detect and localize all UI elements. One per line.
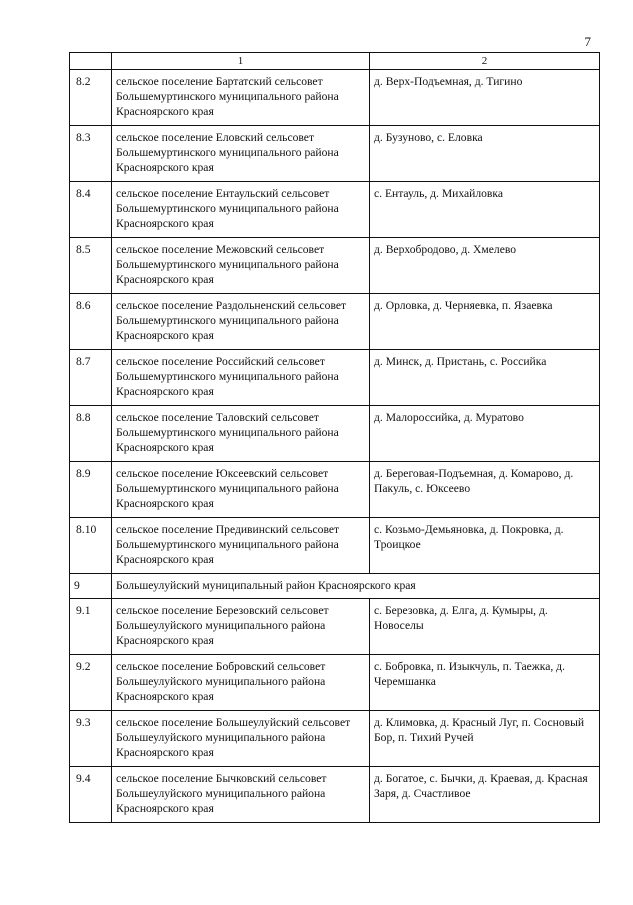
table-body xyxy=(70,53,600,823)
row-number: 9.2 xyxy=(70,655,112,711)
table-row xyxy=(70,406,600,462)
row-number: 8.10 xyxy=(70,518,112,574)
settlement-municipality-name: сельское поселение Бобровский сельсовет Большеулуйского муниципального района Красноярского края xyxy=(112,655,370,711)
district-name: Большеулуйский муниципальный район Красноярского края xyxy=(112,574,600,599)
table-row-district xyxy=(70,574,600,599)
settlements-list: с. Бобровка, п. Изыкчуль, п. Таежка, д. Черемшанка xyxy=(370,655,600,711)
settlement-municipality-name: сельское поселение Предивинский сельсовет Большемуртинского муниципального района Красноярского края xyxy=(112,518,370,574)
row-number: 8.3 xyxy=(70,126,112,182)
settlement-municipality-name: сельское поселение Большеулуйский сельсовет Большеулуйского муниципального района Красноярского края xyxy=(112,711,370,767)
header-cell-number xyxy=(70,53,112,70)
table-row xyxy=(70,126,600,182)
settlement-municipality-name: сельское поселение Бычковский сельсовет Большеулуйского муниципального района Красноярского края xyxy=(112,767,370,823)
settlements-list: с. Козьмо-Демьяновка, д. Покровка, д. Троицкое xyxy=(370,518,600,574)
table-row xyxy=(70,350,600,406)
table-row xyxy=(70,462,600,518)
settlement-municipality-name: сельское поселение Межовский сельсовет Большемуртинского муниципального района Красноярского края xyxy=(112,238,370,294)
settlements-list: д. Береговая-Подъемная, д. Комарово, д. Пакуль, с. Юксеево xyxy=(370,462,600,518)
row-number: 9 xyxy=(70,574,112,599)
row-number: 9.4 xyxy=(70,767,112,823)
settlements-list: д. Малороссийка, д. Муратово xyxy=(370,406,600,462)
table-row xyxy=(70,294,600,350)
table-header-row xyxy=(70,53,600,70)
row-number: 8.9 xyxy=(70,462,112,518)
settlement-municipality-name: сельское поселение Российский сельсовет Большемуртинского муниципального района Красноярского края xyxy=(112,350,370,406)
row-number: 9.3 xyxy=(70,711,112,767)
row-number: 8.5 xyxy=(70,238,112,294)
settlement-municipality-name: сельское поселение Ентаульский сельсовет Большемуртинского муниципального района Красноярского края xyxy=(112,182,370,238)
table-row xyxy=(70,711,600,767)
page-number: 7 xyxy=(584,34,591,49)
settlements-list: д. Минск, д. Пристань, с. Российка xyxy=(370,350,600,406)
table-row xyxy=(70,655,600,711)
header-cell-col2: 2 xyxy=(370,53,600,70)
settlements-list: с. Березовка, д. Елга, д. Кумыры, д. Новоселы xyxy=(370,599,600,655)
settlements-list: д. Климовка, д. Красный Луг, п. Сосновый Бор, п. Тихий Ручей xyxy=(370,711,600,767)
table-row xyxy=(70,70,600,126)
settlements-list: с. Ентауль, д. Михайловка xyxy=(370,182,600,238)
table-row xyxy=(70,238,600,294)
settlements-list: д. Орловка, д. Черняевка, п. Язаевка xyxy=(370,294,600,350)
row-number: 8.2 xyxy=(70,70,112,126)
settlements-table xyxy=(69,52,600,823)
settlement-municipality-name: сельское поселение Бартатский сельсовет Большемуртинского муниципального района Красноярского края xyxy=(112,70,370,126)
settlements-list: д. Верх-Подъемная, д. Тигино xyxy=(370,70,600,126)
row-number: 8.4 xyxy=(70,182,112,238)
table-row xyxy=(70,767,600,823)
row-number: 8.8 xyxy=(70,406,112,462)
row-number: 9.1 xyxy=(70,599,112,655)
settlement-municipality-name: сельское поселение Таловский сельсовет Большемуртинского муниципального района Красноярского края xyxy=(112,406,370,462)
settlement-municipality-name: сельское поселение Березовский сельсовет Большеулуйского муниципального района Красноярского края xyxy=(112,599,370,655)
settlements-list: д. Верхобродово, д. Хмелево xyxy=(370,238,600,294)
table-row xyxy=(70,182,600,238)
row-number: 8.7 xyxy=(70,350,112,406)
header-cell-col1: 1 xyxy=(112,53,370,70)
table-row xyxy=(70,518,600,574)
settlement-municipality-name: сельское поселение Еловский сельсовет Большемуртинского муниципального района Красноярского края xyxy=(112,126,370,182)
settlements-list: д. Бузуново, с. Еловка xyxy=(370,126,600,182)
table-row xyxy=(70,599,600,655)
row-number: 8.6 xyxy=(70,294,112,350)
settlement-municipality-name: сельское поселение Раздольненский сельсовет Большемуртинского муниципального района Красноярского края xyxy=(112,294,370,350)
settlement-municipality-name: сельское поселение Юксеевский сельсовет Большемуртинского муниципального района Красноярского края xyxy=(112,462,370,518)
settlements-list: д. Богатое, с. Бычки, д. Краевая, д. Красная Заря, д. Счастливое xyxy=(370,767,600,823)
